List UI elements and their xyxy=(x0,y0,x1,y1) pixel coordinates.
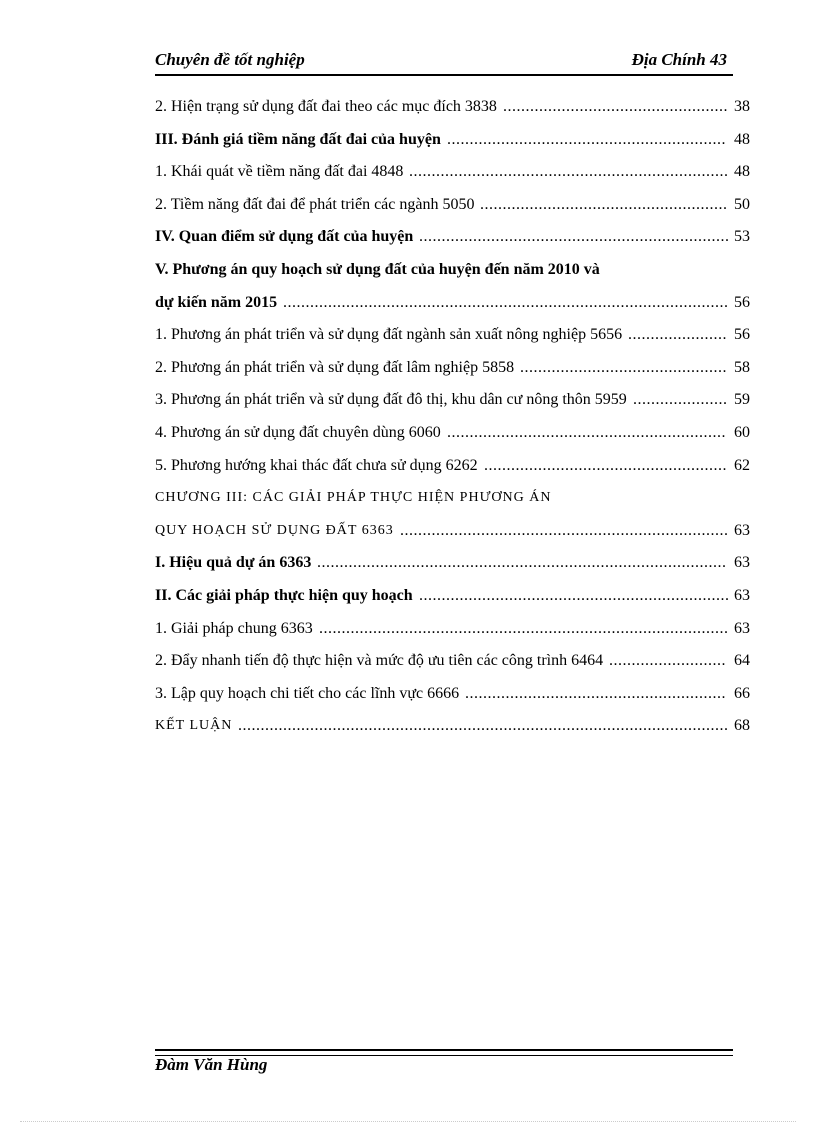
toc-entry-title: 1. Phương án phát triển và sử dụng đất ngành sản xuất nông nghiệp 5656 xyxy=(155,326,623,344)
toc-leader-dots: ...................... xyxy=(628,326,727,344)
page-header xyxy=(155,48,733,76)
toc-entry-title: V. Phương án quy hoạch sử dụng đất của huyện đến năm 2010 và xyxy=(155,260,600,278)
header-title: Chuyên đề tốt nghiệp xyxy=(155,50,305,69)
toc-entry-page: 59 xyxy=(734,391,750,409)
toc-entry[interactable] xyxy=(155,646,750,679)
toc-leader-dots: ......................................................................... xyxy=(400,521,729,539)
toc-leader-dots: .............................................. xyxy=(520,358,727,376)
table-of-contents xyxy=(155,92,750,744)
toc-leader-dots: ........................................................................................... xyxy=(317,554,727,572)
toc-entry-title: CHƯƠNG III: CÁC GIẢI PHÁP THỰC HIỆN PHƯƠNG ÁN xyxy=(155,490,552,506)
toc-entry-title: III. Đánh giá tiềm năng đất đai của huyện xyxy=(155,130,441,148)
toc-entry[interactable] xyxy=(155,385,750,418)
toc-entry[interactable] xyxy=(155,190,750,223)
toc-entry[interactable] xyxy=(155,548,750,581)
toc-entry-page: 48 xyxy=(734,163,750,181)
toc-entry-page: 50 xyxy=(734,195,750,213)
toc-entry-page: 66 xyxy=(734,684,750,702)
toc-entry-page: 63 xyxy=(734,586,750,604)
toc-entry-title: KẾT LUẬN xyxy=(155,718,233,734)
toc-entry-title: 3. Phương án phát triển và sử dụng đất đô thị, khu dân cư nông thôn 5959 xyxy=(155,391,627,409)
toc-entry-title: 2. Đẩy nhanh tiến độ thực hiện và mức độ ưu tiên các công trình 6464 xyxy=(155,652,604,670)
toc-entry-page: 38 xyxy=(734,98,750,115)
toc-entry-title: II. Các giải pháp thực hiện quy hoạch xyxy=(155,586,413,604)
toc-entry[interactable] xyxy=(155,614,750,647)
toc-entry-page: 53 xyxy=(734,228,750,246)
toc-leader-dots: ............................................................................................................. xyxy=(238,717,729,735)
toc-entry[interactable] xyxy=(155,125,750,158)
toc-leader-dots: .......................... xyxy=(609,652,726,670)
toc-leader-dots: ...................................................... xyxy=(484,456,727,474)
toc-entry-title: 2. Tiềm năng đất đai để phát triển các ngành 5050 xyxy=(155,195,475,213)
toc-entry-title: 4. Phương án sử dụng đất chuyên dùng 6060 xyxy=(155,423,441,441)
toc-entry[interactable] xyxy=(155,516,750,549)
toc-entry-title: I. Hiệu quả dự án 6363 xyxy=(155,554,312,572)
toc-entry[interactable] xyxy=(155,222,750,255)
toc-entry-page: 68 xyxy=(734,717,750,735)
toc-leader-dots: ..................................................................... xyxy=(419,586,730,604)
toc-entry-title: dự kiến năm 2015 xyxy=(155,293,278,311)
toc-entry[interactable] xyxy=(155,581,750,614)
toc-entry-page: 56 xyxy=(734,293,750,311)
toc-entry-title: 5. Phương hướng khai thác đất chưa sử dụng 6262 xyxy=(155,456,478,474)
toc-leader-dots: .......................................................... xyxy=(465,684,726,702)
toc-entry[interactable] xyxy=(155,320,750,353)
toc-leader-dots: .............................................................. xyxy=(447,423,726,441)
toc-leader-dots: .............................................................. xyxy=(447,130,726,148)
toc-entry[interactable] xyxy=(155,483,750,516)
footer-author: Đàm Văn Hùng xyxy=(155,1055,268,1074)
toc-entry[interactable] xyxy=(155,679,750,712)
toc-leader-dots: ..................... xyxy=(633,391,728,409)
toc-entry-page: 63 xyxy=(734,521,750,539)
toc-leader-dots: ....................................................... xyxy=(480,195,728,213)
toc-entry-page: 63 xyxy=(734,554,750,572)
toc-leader-dots: ................................................................................................... xyxy=(283,293,729,311)
toc-entry-page: 64 xyxy=(734,652,750,670)
toc-leader-dots: ........................................................................................... xyxy=(319,619,729,637)
toc-entry-page: 58 xyxy=(734,358,750,376)
toc-entry-page: 62 xyxy=(734,456,750,474)
toc-entry-title: 2. Phương án phát triển và sử dụng đất lâm nghiệp 5858 xyxy=(155,358,515,376)
toc-entry-page: 63 xyxy=(734,619,750,637)
page-edge-divider xyxy=(20,1121,796,1122)
toc-entry[interactable] xyxy=(155,711,750,744)
toc-entry-title: 2. Hiện trạng sử dụng đất đai theo các mục đích 3838 xyxy=(155,98,497,115)
toc-leader-dots: .................................................. xyxy=(503,98,728,115)
toc-leader-dots: ..................................................................... xyxy=(419,228,730,246)
toc-entry-title: 3. Lập quy hoạch chi tiết cho các lĩnh vực 6666 xyxy=(155,684,460,702)
toc-entry[interactable] xyxy=(155,255,750,288)
toc-entry-title: 1. Khái quát về tiềm năng đất đai 4848 xyxy=(155,163,404,181)
toc-entry-title: 1. Giải pháp chung 6363 xyxy=(155,619,313,637)
toc-entry-title: QUY HOẠCH SỬ DỤNG ĐẤT 6363 xyxy=(155,522,394,538)
toc-entry[interactable] xyxy=(155,451,750,484)
header-class: Địa Chính 43 xyxy=(631,50,727,69)
toc-entry-page: 48 xyxy=(734,130,750,148)
toc-entry-page: 56 xyxy=(734,326,750,344)
toc-entry[interactable] xyxy=(155,288,750,321)
toc-leader-dots: ....................................................................... xyxy=(409,163,729,181)
toc-entry[interactable] xyxy=(155,157,750,190)
toc-entry[interactable] xyxy=(155,353,750,386)
toc-entry[interactable] xyxy=(155,92,750,125)
toc-entry-page: 60 xyxy=(734,423,750,441)
toc-entry[interactable] xyxy=(155,418,750,451)
toc-entry-title: IV. Quan điểm sử dụng đất của huyện xyxy=(155,228,414,246)
